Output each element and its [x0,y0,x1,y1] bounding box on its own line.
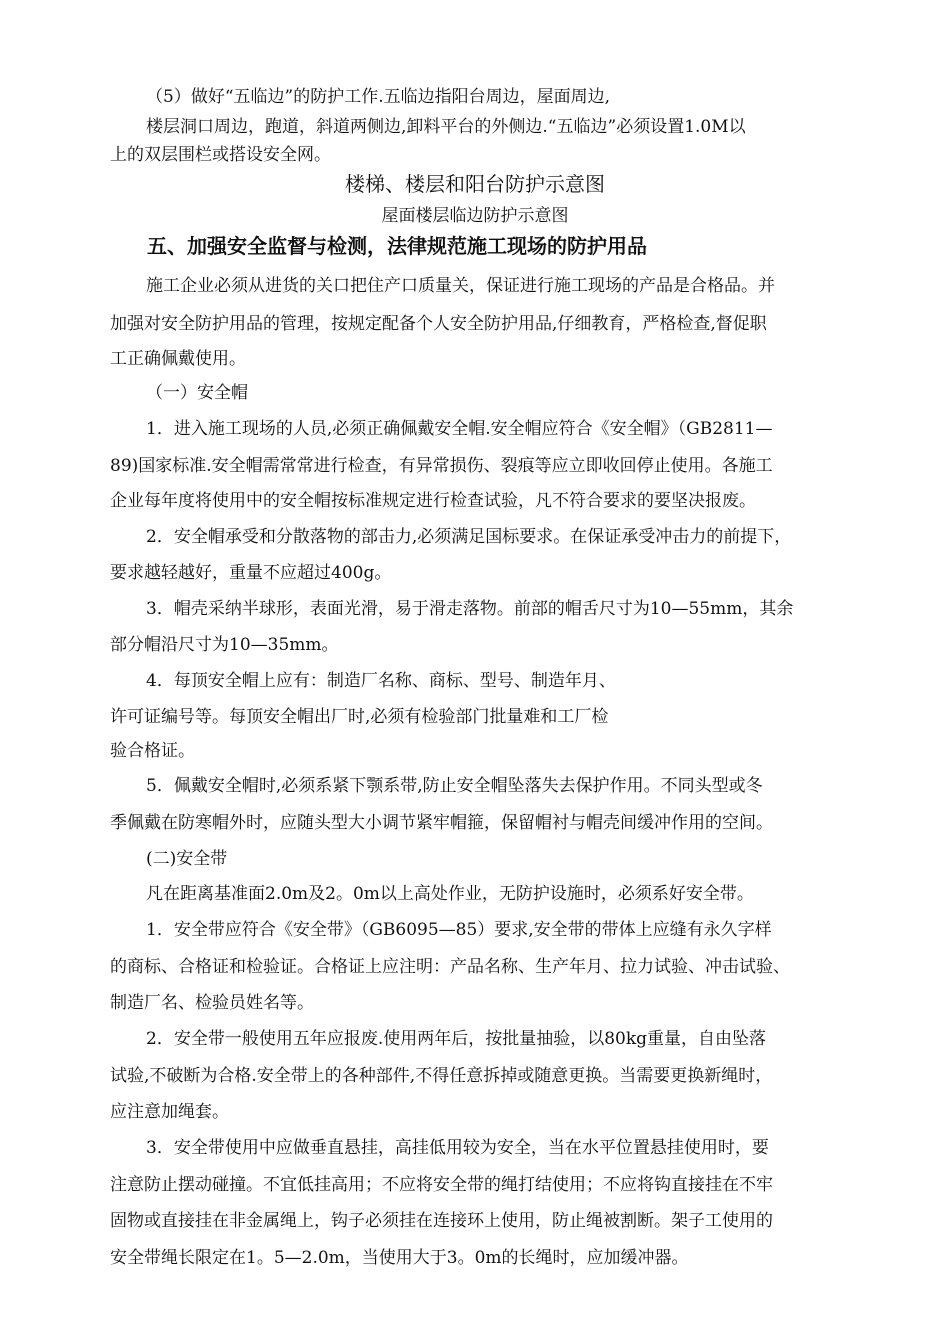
figure-caption: 屋面楼层临边防护示意图 [381,206,569,226]
subheading: (二)安全带 [146,849,228,869]
paragraph-line: 许可证编号等。每顶安全帽出厂时,必须有检验部门批量难和工厂检 [110,707,609,727]
figure-caption: 楼梯、楼层和阳台防护示意图 [345,172,605,196]
subheading: （一）安全帽 [146,383,248,403]
paragraph-line: 的商标、合格证和检验证。合格证上应注明：产品名称、生产年月、拉力试验、冲击试验、 [110,957,790,977]
paragraph-line: 制造厂名、检验员姓名等。 [110,993,314,1013]
paragraph-line: 施工企业必须从进货的关口把住产口质量关，保证进行施工现场的产品是合格品。并 [146,276,775,296]
paragraph-line: 89)国家标准.安全帽需常常进行检查，有异常损伤、裂痕等应立即收回停止使用。各施工 [110,456,773,476]
paragraph-line: 工正确佩戴使用。 [110,349,246,369]
paragraph-line: 4．每顶安全帽上应有：制造厂名称、商标、型号、制造年月、 [146,671,616,691]
paragraph-line: 企业每年度将使用中的安全帽按标准规定进行检查试验，凡不符合要求的要坚决报废。 [110,491,756,511]
paragraph-line: 安全带绳长限定在1。5—2.0m，当使用大于3。0m的长绳时，应加缓冲器。 [110,1248,689,1268]
paragraph-line: 1．安全带应符合《安全带》（GB6095—85）要求,安全带的带体上应缝有永久字样 [146,920,772,940]
paragraph-line: 验合格证。 [110,741,195,761]
paragraph-line: 3．安全带使用中应做垂直悬挂，高挂低用较为安全，当在水平位置悬挂使用时，要 [146,1138,769,1158]
paragraph-line: 注意防止摆动碰撞。不宜低挂高用；不应将安全带的绳打结使用；不应将钩直接挂在不牢 [110,1175,773,1195]
paragraph-line: 2．安全帽承受和分散落物的部击力,必须满足国标要求。在保证承受冲击力的前提下， [146,527,792,547]
paragraph-line: （5）做好“五临边”的防护工作.五临边指阳台周边，屋面周边, [146,87,611,107]
paragraph-line: 固物或直接挂在非金属绳上，钩子必须挂在连接环上使用，防止绳被割断。架子工使用的 [110,1211,773,1231]
paragraph-line: 季佩戴在防寒帽外时，应随头型大小调节紧牢帽箍，保留帽衬与帽壳间缓冲作用的空间。 [110,813,773,833]
section-heading: 五、加强安全监督与检测，法律规范施工现场的防护用品 [147,234,647,258]
paragraph-line: 凡在距离基准面2.0m及2。0m以上高处作业，无防护设施时，必须系好安全带。 [146,884,754,904]
paragraph-line: 3．帽壳采纳半球形，表面光滑，易于滑走落物。前部的帽舌尺寸为10—55mm，其余 [146,599,794,619]
paragraph-line: 上的双层围栏或搭设安全网。 [110,145,331,165]
paragraph-line: 应注意加绳套。 [110,1102,229,1122]
paragraph-line: 加强对安全防护用品的管理，按规定配备个人安全防护用品,仔细教育，严格检查,督促职 [110,314,767,334]
paragraph-line: 楼层洞口周边，跑道，斜道两侧边,卸料平台的外侧边.“五临边”必须设置1.0M以 [146,117,746,137]
paragraph-line: 5．佩戴安全帽时,必须系紧下颚系带,防止安全帽坠落失去保护作用。不同头型或冬 [146,776,763,796]
paragraph-line: 试验,不破断为合格.安全带上的各种部件,不得任意拆掉或随意更换。当需要更换新绳时， [110,1066,773,1086]
paragraph-line: 1．进入施工现场的人员,必须正确佩戴安全帽.安全帽应符合《安全帽》（GB2811— [146,419,773,439]
paragraph-line: 要求越轻越好，重量不应超过400g。 [110,563,392,583]
paragraph-line: 部分帽沿尺寸为10—35mm。 [110,635,339,655]
paragraph-line: 2．安全带一般使用五年应报废.使用两年后，按批量抽验，以80kg重量，自由坠落 [146,1029,767,1049]
